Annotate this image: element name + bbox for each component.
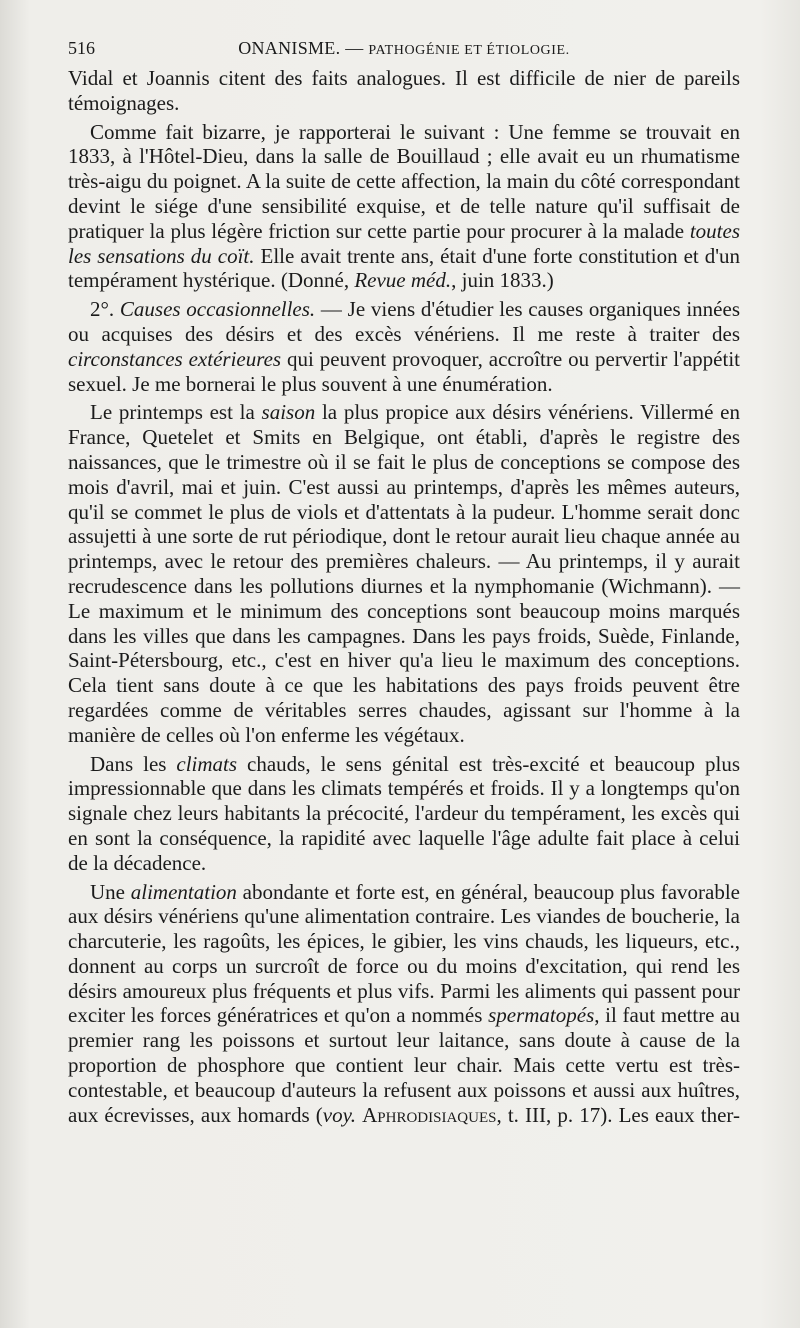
running-head <box>68 36 740 60</box>
italic-text: toutes les sensations du coït. <box>68 218 740 268</box>
italic-text: climats <box>176 751 238 776</box>
text-run: , il faut mettre au premier rang les poissons et surtout leur laitance, sans doute à cause de la proportion de phosphore que contient leur chair. Mais cette vertu est très-contestable, et beaucoup d'auteurs la refusent aux poissons et aussi aux huîtres, aux écrevisses, aux homards ( <box>68 1003 741 1127</box>
italic-text: saison <box>261 400 316 425</box>
text-run: chauds, le sens génital est très-excité et beaucoup plus impressionnable que dans les climats tempérés et froids. Il y a longtemps qu'on signale chez leurs habitants la précocité, l'ardeur du tempérament, les excès qui en sont la conséquence, la rapidité avec laquelle l'âge adulte fait place à celui de la décadence. <box>68 751 740 875</box>
italic-text: spermatopés <box>488 1003 595 1028</box>
body-text <box>68 66 740 1131</box>
paragraph <box>68 400 740 747</box>
italic-text: circonstances extérieures <box>68 346 282 371</box>
page-number: 516 <box>68 38 95 58</box>
paragraph <box>68 880 740 1128</box>
running-title <box>68 36 740 63</box>
text-run: Dans les <box>90 751 177 776</box>
text-run: Une <box>90 879 131 904</box>
text-run: Elle avait trente ans, était d'une forte constitution et d'un tempérament hystérique. (Donné, <box>68 243 741 293</box>
running-title-main: ONANISME. <box>238 38 341 58</box>
text-run: abondante et forte est, en général, beaucoup plus favorable aux désirs vénériens qu'une alimentation contraire. Les viandes de boucherie, la charcuterie, les ragoûts, les épices, le gibier, les vins chauds, les liqueurs, etc., donnent au corps un surcroît de force ou du moins d'excitation, qui rend les désirs amoureux plus fréquents et plus vifs. Parmi les aliments qui passent pour exciter les forces génératrices et qu'on a nommés <box>68 879 740 1028</box>
small-caps-text: Aphrodisiaques <box>362 1102 497 1127</box>
text-run: la plus propice aux désirs vénériens. Villermé en France, Quetelet et Smits en Belgique, ont établi, d'après le registre des naissances, que le trimestre où il se fait le plus de conceptions se compose des mois d'avril, mai et juin. C'est aussi au printemps, d'après les mêmes auteurs, qu'il se commet le plus de viols et d'attentats à la pudeur. L'homme serait donc assujetti à une sorte de rut périodique, dont le retour aurait lieu chaque année au printemps, avec le retour des premières chaleurs. — Au printemps, il y aurait recrudescence dans les pollutions diurnes et la nymphomanie (Wichmann). — Le maximum et le minimum des conceptions sont beaucoup moins marqués dans les villes que dans les campagnes. Dans les pays froids, Suède, Finlande, Saint-Pétersbourg, etc., c'est en hiver qu'a lieu le maximum des conceptions. Cela tient sans doute à ce que les habitations des pays froids peuvent être regardées comme de véritables serres chaudes, agissant sur l'homme à la manière de celles où l'on enferme les végétaux. <box>68 400 740 747</box>
text-run: Le printemps est la <box>90 400 262 425</box>
italic-text: Revue méd. <box>354 268 452 293</box>
italic-text: voy. <box>322 1102 357 1127</box>
text-run: qui peuvent provoquer, accroître ou pervertir l'appétit sexuel. Je me bornerai le plus souvent à une énumération. <box>68 346 740 396</box>
running-title-dash: — <box>345 38 364 58</box>
text-run: Vidal et Joannis citent des faits analogues. Il est difficile de nier de pareils témoignages. <box>68 66 740 115</box>
paragraph <box>68 120 740 294</box>
paragraph <box>68 752 740 876</box>
text-run: , t. III, p. 17). Les eaux ther- <box>496 1102 740 1127</box>
paragraph <box>68 66 740 116</box>
italic-text: Causes occasionnelles. <box>119 297 316 322</box>
italic-text: alimentation <box>130 879 237 904</box>
running-title-subtitle: PATHOGÉNIE ET ÉTIOLOGIE. <box>368 43 570 58</box>
text-run: Comme fait bizarre, je rapporterai le suivant : Une femme se trouvait en 1833, à l'Hôtel-Dieu, dans la salle de Bouillaud ; elle avait eu un rhumatisme très-aigu du poignet. A la suite de cette affection, la main du côté correspondant devint le siége d'une sensibilité exquise, et de telle nature qu'il suffisait de pratiquer la plus légère friction sur cette partie pour procurer à la malade <box>68 119 740 243</box>
text-run: — Je viens d'étudier les causes organiques innées ou acquises des désirs et des excès vénériens. Il me reste à traiter des <box>68 297 740 346</box>
text-run: , juin 1833.) <box>451 268 554 293</box>
text-run: 2°. <box>90 297 120 322</box>
paragraph <box>68 297 740 396</box>
